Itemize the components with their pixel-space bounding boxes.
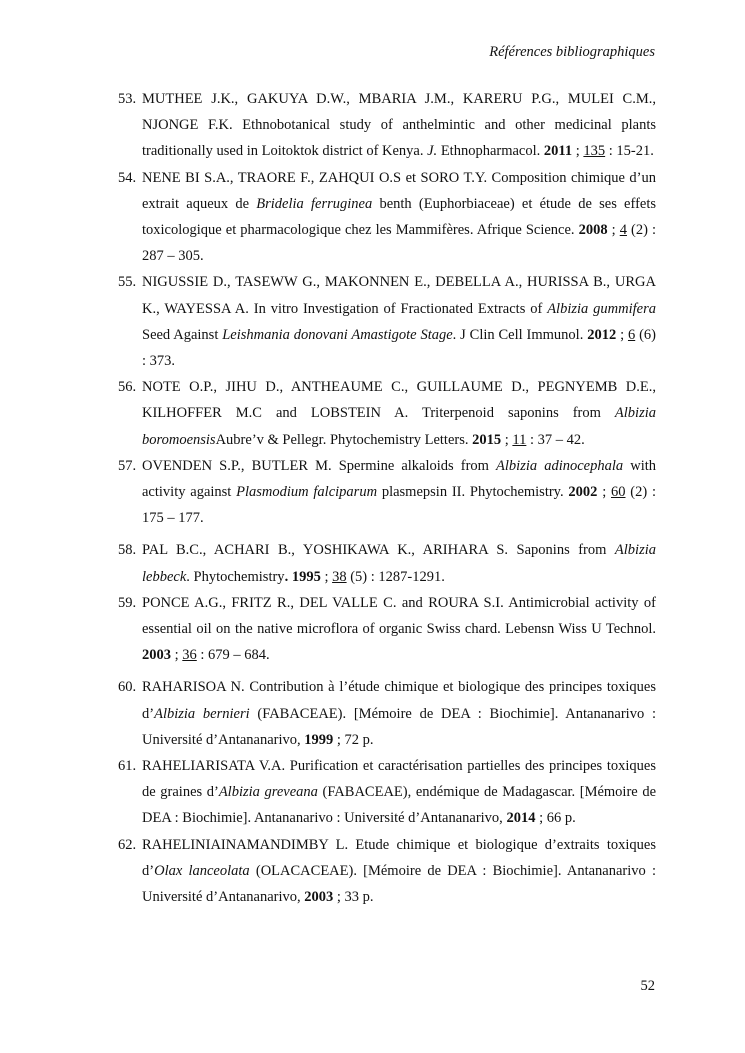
text-segment: PAL B.C., ACHARI B., YOSHIKAWA K., ARIHARA S. Saponins from: [142, 542, 615, 559]
reference-number: 60.: [118, 679, 137, 696]
reference-number: 53.: [118, 91, 137, 107]
text-segment: NENE BI S.A., TRAORE F., ZAHQUI O.S et SORO T.Y. Composition chimique d’un extrait aqueux de: [142, 169, 656, 212]
text-segment: : 679 – 684.: [196, 647, 270, 664]
italic-text: Albizia boromoensis: [142, 405, 656, 448]
text-segment: Seed Against: [142, 326, 223, 343]
volume: 38: [332, 568, 347, 585]
text-segment: ;: [320, 568, 333, 585]
text-segment: PONCE A.G., FRITZ R., DEL VALLE C. and ROURA S.I. Antimicrobial activity of essential oil on the native microflora of organic Swiss chard. Lebensn Wiss U Technol.: [142, 594, 656, 638]
reference-text: [142, 837, 656, 905]
text-segment: OVENDEN S.P., BUTLER M. Spermine alkaloids from: [142, 457, 497, 474]
reference-number: 61.: [118, 758, 137, 775]
reference-number: 58.: [118, 542, 137, 559]
text-segment: : 37 – 42.: [526, 431, 585, 448]
year: 2011: [543, 143, 573, 160]
text-segment: . J Clin Cell Immunol.: [452, 326, 588, 343]
reference-text: [142, 679, 656, 747]
text-segment: Ethnopharmacol.: [437, 143, 544, 160]
text-segment: RAHARISOA N. Contribution à l’étude chimique et biologique des principes toxiques d’: [142, 679, 656, 722]
italic-text: Albizia greveana: [218, 784, 318, 801]
text-segment: (2) : 175 – 177.: [142, 484, 656, 527]
italic-text: Albizia lebbeck: [142, 542, 656, 585]
italic-text: Plasmodium falciparum: [236, 484, 378, 501]
reference-text: [142, 758, 656, 826]
reference-text: [142, 274, 656, 369]
text-segment: with activity against: [142, 457, 657, 501]
italic-text: Bridelia ferruginea: [256, 195, 373, 212]
reference-item: [118, 86, 656, 165]
italic-text: Albizia adinocephala: [496, 457, 624, 474]
text-segment: benth (Euphorbiaceae) et étude de ses effets toxicologique et pharmacologique chez les Mammifères. Afrique Science.: [142, 195, 657, 239]
text-segment: (6) : 373.: [142, 326, 656, 370]
text-segment: ; 66 p.: [535, 810, 576, 827]
volume: 11: [512, 431, 527, 448]
text-segment: MUTHEE J.K., GAKUYA D.W., MBARIA J.M., KARERU P.G., MULEI C.M., NJONGE F.K. Ethnobotanical study of anthelmintic and other medicinal plants traditionally used in Loitoktok district of Kenya.: [142, 91, 656, 160]
reference-item: [118, 753, 656, 832]
year: 2012: [587, 326, 617, 343]
reference-number: 57.: [118, 457, 137, 474]
volume: 6: [627, 326, 636, 343]
text-segment: Aubre’v & Pellegr. Phytochemistry Letters.: [215, 431, 473, 448]
year: . 1995: [284, 568, 321, 585]
volume: 60: [611, 484, 626, 501]
reference-number: 54.: [118, 169, 137, 186]
reference-item: [118, 269, 656, 374]
reference-number: 55.: [118, 274, 137, 291]
reference-item: [118, 537, 656, 589]
reference-list: [118, 86, 656, 910]
volume: 36: [182, 647, 197, 664]
volume: 135: [583, 143, 606, 160]
text-segment: plasmepsin II. Phytochemistry.: [377, 484, 569, 501]
reference-number: 62.: [118, 836, 137, 853]
page-number: 52: [640, 978, 655, 994]
text-segment: (FABACEAE). [Mémoire de DEA : Biochimie]. Antananarivo : Université d’Antananarivo,: [142, 705, 656, 748]
text-segment: NOTE O.P., JIHU D., ANTHEAUME C., GUILLAUME D., PEGNYEMB D.E., KILHOFFER M.C and LOBSTEIN A. Triterpenoid saponins from: [142, 379, 656, 422]
reference-text: [142, 91, 656, 159]
year: 2003: [142, 647, 171, 664]
reference-number: 56.: [118, 379, 137, 396]
italic-text: Albizia gummifera: [547, 300, 656, 317]
text-segment: ; 33 p.: [333, 889, 374, 906]
running-header: Références bibliographiques: [489, 44, 655, 60]
text-segment: RAHELIARISATA V.A. Purification et caractérisation partielles des principes toxiques de graines d’: [142, 758, 656, 801]
year: 2014: [506, 810, 536, 827]
text-segment: (OLACACEAE). [Mémoire de DEA : Biochimie]. Antananarivo : Université d’Antananarivo,: [142, 862, 656, 906]
text-segment: : 15-21.: [605, 143, 654, 160]
text-segment: NIGUSSIE D., TASEWW G., MAKONNEN E., DEBELLA A., HURISSA B., URGA K., WAYESSA A. In vitro Investigation of Fractionated Extracts of: [142, 274, 656, 317]
reference-item: [118, 165, 656, 270]
text-segment: (FABACEAE), endémique de Madagascar. [Mémoire de DEA : Biochimie]. Antananarivo : Université d’Antananarivo,: [142, 784, 657, 827]
text-segment: ;: [616, 326, 628, 343]
italic-text: J.: [427, 143, 438, 160]
text-segment: ;: [572, 143, 584, 160]
reference-item: [118, 590, 656, 669]
text-segment: (5) : 1287-1291.: [346, 568, 445, 585]
year: 1999: [304, 731, 334, 748]
year: 2008: [578, 222, 608, 239]
reference-text: [142, 458, 656, 526]
text-segment: ;: [171, 647, 183, 664]
reference-text: [142, 595, 656, 663]
reference-item: [118, 674, 656, 753]
reference-text: [142, 170, 656, 265]
text-segment: RAHELINIAINAMANDIMBY L. Etude chimique et biologique d’extraits toxiques d’: [142, 836, 656, 879]
text-segment: . Phytochemistry: [186, 568, 285, 585]
year: 2003: [304, 889, 334, 906]
reference-text: [142, 542, 656, 584]
year: 2015: [472, 431, 502, 448]
year: 2002: [568, 484, 598, 501]
text-segment: ;: [607, 222, 620, 239]
italic-text: Leishmania donovani Amastigote Stage: [222, 326, 453, 343]
volume: 4: [619, 222, 627, 239]
reference-item: [118, 374, 656, 453]
text-segment: ;: [501, 431, 513, 448]
reference-item: [118, 832, 656, 911]
text-segment: (2) : 287 – 305.: [142, 222, 656, 265]
text-segment: ; 72 p.: [333, 731, 374, 748]
reference-number: 59.: [118, 594, 137, 611]
reference-text: [142, 379, 656, 447]
text-segment: ;: [597, 484, 611, 501]
italic-text: Olax lanceolata: [154, 862, 250, 879]
italic-text: Albizia bernieri: [154, 705, 250, 722]
reference-item: [118, 453, 656, 532]
